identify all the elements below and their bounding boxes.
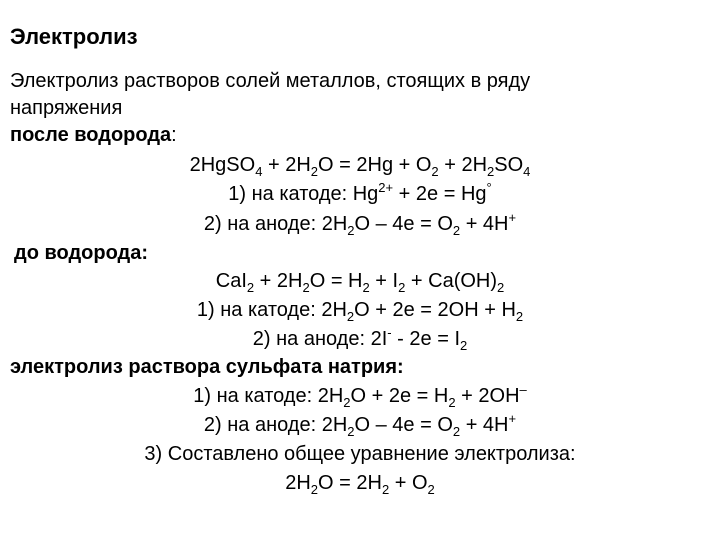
formula-text: 2HgSO: [189, 154, 256, 176]
subscript: 4: [255, 164, 263, 179]
subscript: 4: [523, 164, 531, 179]
superscript: 2+: [378, 180, 394, 195]
subscript: 2: [515, 309, 524, 324]
summary-line: 3) Составлено общее уравнение электролиза:: [144, 443, 576, 465]
formula-text: + 4H: [460, 414, 509, 436]
subscript: 2: [302, 280, 310, 295]
subscript: 2: [381, 482, 390, 497]
superscript: -: [387, 325, 392, 340]
subscript: 2: [427, 482, 435, 497]
subscript: 2: [452, 223, 461, 238]
heading-text: после водорода: [10, 124, 172, 146]
formula-text: + 2e = Hg: [393, 183, 487, 205]
formula-text: O + 2e = 2OH + H: [354, 299, 516, 321]
equation-cai2-cathode: [0, 297, 720, 323]
subscript: 2: [497, 280, 505, 295]
equation-na2so4-cathode: [0, 383, 720, 409]
section-heading-after-hydrogen: [10, 122, 177, 148]
formula-text: O = 2Hg + O: [318, 154, 432, 176]
formula-text: 1) на катоде: 2H: [196, 299, 347, 321]
subscript: 2: [310, 482, 319, 497]
formula-text: + Ca(OH): [405, 270, 498, 292]
subscript: 2: [347, 223, 355, 238]
subscript: 2: [431, 164, 439, 179]
subscript: 2: [343, 395, 351, 410]
subscript: 2: [346, 309, 355, 324]
formula-text: + O: [389, 472, 428, 494]
section-heading-sodium-sulfate: электролиз раствора сульфата натрия:: [10, 356, 404, 378]
formula-text: O – 4e = O: [354, 213, 453, 235]
intro-line-2: напряжения: [10, 97, 123, 119]
equation-cai2: [0, 268, 720, 294]
formula-text: + I: [369, 270, 399, 292]
equation-hg-anode: [0, 211, 720, 237]
equation-overall: [0, 470, 720, 496]
formula-text: 2) на аноде: 2I: [252, 328, 388, 350]
heading-colon: :: [171, 124, 177, 146]
equation-hgso4: [0, 152, 720, 178]
formula-text: O + 2e = H: [350, 385, 449, 407]
superscript: +: [508, 210, 517, 225]
formula-text: + 2OH: [455, 385, 520, 407]
subscript: 2: [452, 424, 461, 439]
formula-text: + 2H: [254, 270, 303, 292]
formula-text: + 4H: [460, 213, 509, 235]
intro-line-1: Электролиз растворов солей металлов, стоящих в ряду: [10, 70, 531, 92]
subscript: 2: [460, 338, 468, 353]
equation-hg-cathode: [0, 181, 720, 207]
subscript: 2: [398, 280, 406, 295]
subscript: 2: [347, 424, 355, 439]
formula-text: 2) на аноде: 2H: [203, 213, 348, 235]
equation-na2so4-anode: [0, 412, 720, 438]
formula-text: 1) на катоде: Hg: [228, 183, 379, 205]
formula-text: O = 2H: [318, 472, 382, 494]
superscript: –: [519, 382, 527, 397]
superscript: °: [486, 180, 492, 195]
formula-text: 2H: [285, 472, 311, 494]
formula-text: + 2H: [262, 154, 311, 176]
formula-text: 2) на аноде: 2H: [203, 414, 348, 436]
section-heading-before-hydrogen: до водорода:: [14, 242, 149, 264]
slide-title: Электролиз: [10, 24, 138, 49]
equation-cai2-anode: [0, 326, 720, 352]
subscript: 2: [246, 280, 255, 295]
formula-text: O = H: [309, 270, 363, 292]
formula-text: - 2e = I: [391, 328, 460, 350]
formula-text: 1) на катоде: 2H: [193, 385, 344, 407]
subscript: 2: [310, 164, 319, 179]
formula-text: + 2H: [438, 154, 488, 176]
formula-text: CaI: [215, 270, 247, 292]
subscript: 2: [362, 280, 370, 295]
formula-text: SO: [494, 154, 524, 176]
formula-text: O – 4e = O: [354, 414, 453, 436]
subscript: 2: [448, 395, 456, 410]
subscript: 2: [487, 164, 495, 179]
superscript: +: [508, 411, 517, 426]
